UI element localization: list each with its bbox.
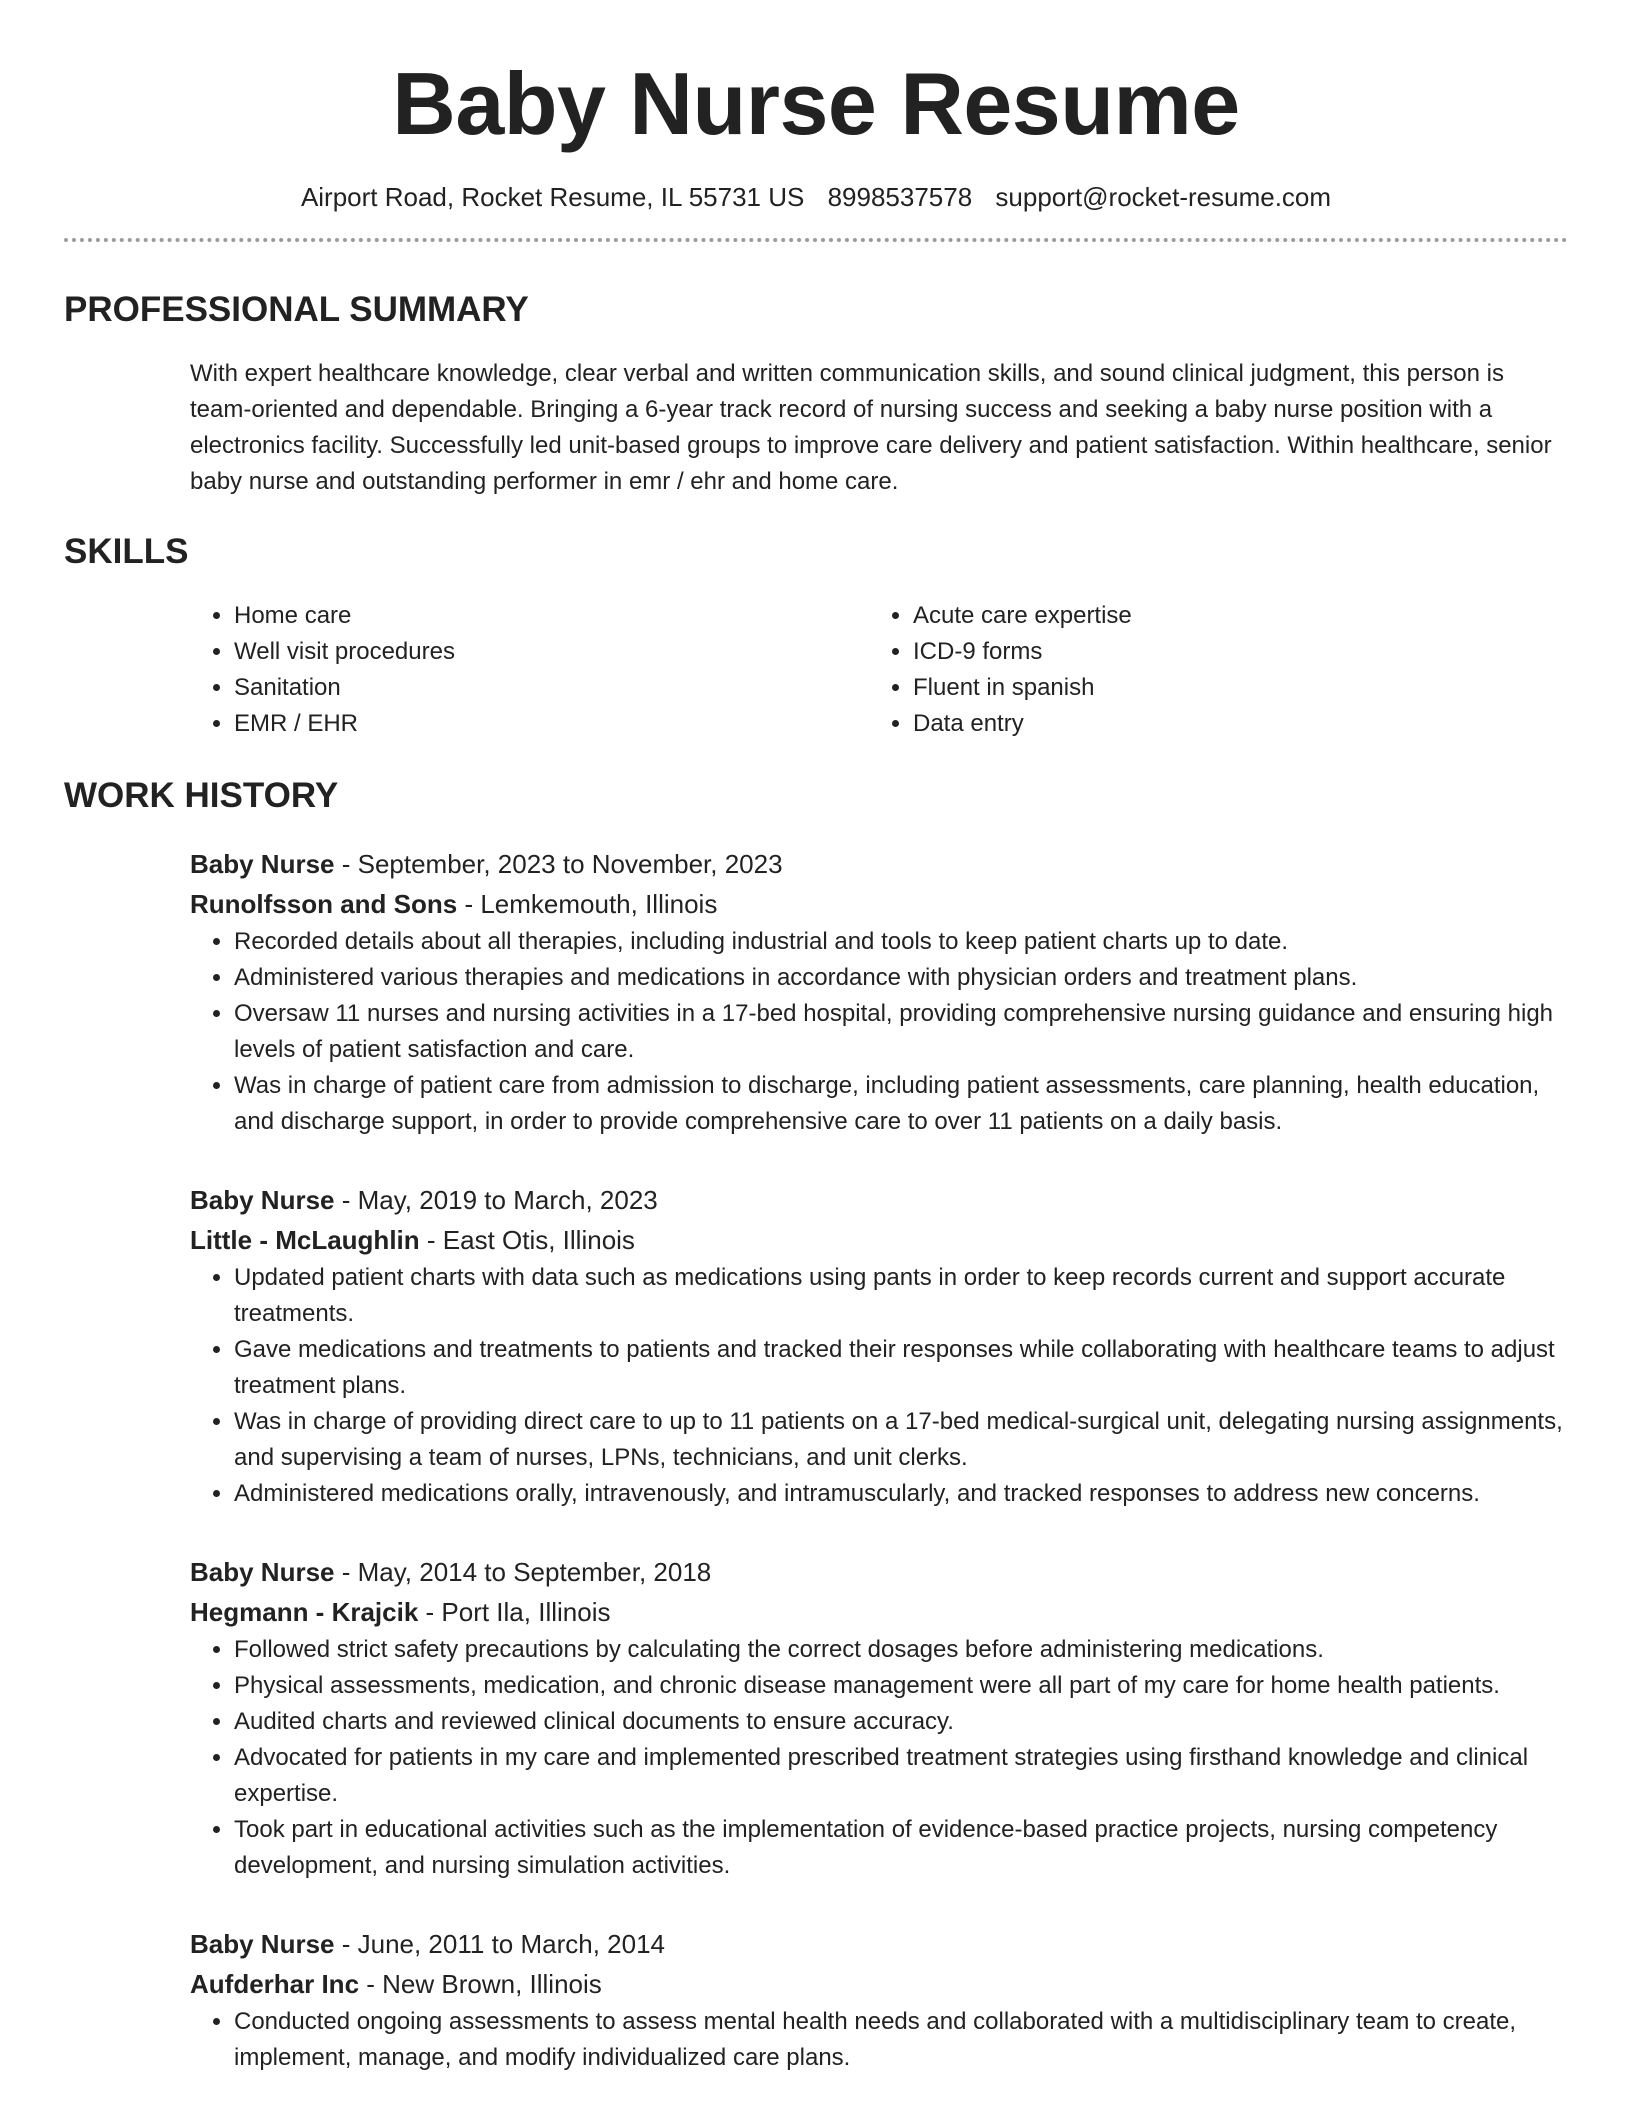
skills-heading: SKILLS bbox=[64, 532, 189, 571]
job-location: - Port Ila, Illinois bbox=[418, 1597, 611, 1627]
summary-text: With expert healthcare knowledge, clear verbal and written communication skills, and sound clinical judgment, this person is team-oriented and dependable. Bringing a 6-year track record of nursing success and seeking a baby nurse position with a electronics facility. Successfully led unit-based groups to improve care delivery and patient satisfaction. Within healthcare, senior baby nurse and outstanding performer in emr / ehr and home care. bbox=[190, 360, 1552, 495]
header-divider bbox=[64, 238, 1568, 242]
skill-item: • Data entry bbox=[913, 706, 1548, 742]
skill-item: • Acute care expertise bbox=[913, 598, 1548, 634]
job-title: Baby Nurse bbox=[190, 1185, 335, 1215]
job-title: Baby Nurse bbox=[190, 849, 335, 879]
skill-item: • Fluent in spanish bbox=[913, 670, 1548, 706]
job-location: - New Brown, Illinois bbox=[359, 1969, 602, 1999]
contact-line bbox=[64, 180, 1568, 214]
job-dates: - September, 2023 to November, 2023 bbox=[334, 849, 783, 879]
job-company: Little - McLaughlin bbox=[190, 1225, 420, 1255]
job-location: - Lemkemouth, Illinois bbox=[457, 889, 718, 919]
job-company-line bbox=[190, 1592, 1568, 1632]
summary-section bbox=[190, 356, 1568, 500]
resume-header bbox=[64, 50, 1568, 214]
summary-heading: PROFESSIONAL SUMMARY bbox=[64, 290, 529, 329]
job-company-line bbox=[190, 1964, 1568, 2004]
job-duties bbox=[190, 1260, 1568, 1512]
job-title-line bbox=[190, 1552, 1568, 1592]
contact-address: Airport Road, Rocket Resume, IL 55731 US bbox=[300, 182, 805, 212]
job-title-line bbox=[190, 1180, 1568, 1220]
job-company-line bbox=[190, 884, 1568, 924]
job-duties bbox=[190, 2004, 1568, 2076]
job-company: Runolfsson and Sons bbox=[190, 889, 458, 919]
job-duty: • Gave medications and treatments to patients and tracked their responses while collaborating with healthcare teams to adjust treatment plans. bbox=[234, 1332, 1568, 1404]
job-title: Baby Nurse bbox=[190, 1557, 335, 1587]
job-company: Aufderhar Inc bbox=[190, 1969, 360, 1999]
job-dates: - June, 2011 to March, 2014 bbox=[334, 1929, 665, 1959]
job-entry bbox=[190, 1180, 1568, 1512]
job-dates: - May, 2019 to March, 2023 bbox=[334, 1185, 658, 1215]
job-duties bbox=[190, 924, 1568, 1140]
job-entry bbox=[190, 1552, 1568, 1884]
skills-column-right bbox=[869, 598, 1548, 742]
job-duty: • Advocated for patients in my care and implemented prescribed treatment strategies using firsthand knowledge and clinical expertise. bbox=[234, 1740, 1568, 1812]
contact-email: support@rocket-resume.com bbox=[995, 182, 1332, 212]
job-dates: - May, 2014 to September, 2018 bbox=[334, 1557, 712, 1587]
job-duty: • Physical assessments, medication, and chronic disease management were all part of my care for home health patients. bbox=[234, 1668, 1568, 1704]
job-company: Hegmann - Krajcik bbox=[190, 1597, 419, 1627]
skills-list-right bbox=[869, 598, 1548, 742]
work-history-heading: WORK HISTORY bbox=[64, 776, 339, 815]
work-history-section bbox=[190, 844, 1568, 2076]
job-entry bbox=[190, 1924, 1568, 2076]
skill-item: • Well visit procedures bbox=[234, 634, 869, 670]
job-company-line bbox=[190, 1220, 1568, 1260]
job-duty: • Was in charge of providing direct care to up to 11 patients on a 17-bed medical-surgical unit, delegating nursing assignments, and supervising a team of nurses, LPNs, technicians, and unit clerks. bbox=[234, 1404, 1568, 1476]
resume-title: Baby Nurse Resume bbox=[392, 54, 1240, 153]
job-duty: • Took part in educational activities such as the implementation of evidence-based practice projects, nursing competency development, and nursing simulation activities. bbox=[234, 1812, 1568, 1884]
job-entry bbox=[190, 844, 1568, 1140]
skill-item: • Home care bbox=[234, 598, 869, 634]
job-title-line bbox=[190, 844, 1568, 884]
job-duties bbox=[190, 1632, 1568, 1884]
job-duty: • Administered various therapies and medications in accordance with physician orders and treatment plans. bbox=[234, 960, 1568, 996]
job-duty: • Was in charge of patient care from admission to discharge, including patient assessments, care planning, health education, and discharge support, in order to provide comprehensive care to over 11 patients on a daily basis. bbox=[234, 1068, 1568, 1140]
job-title: Baby Nurse bbox=[190, 1929, 335, 1959]
skills-grid bbox=[190, 598, 1568, 742]
skill-item: • ICD-9 forms bbox=[913, 634, 1548, 670]
job-duty: • Updated patient charts with data such as medications using pants in order to keep records current and support accurate treatments. bbox=[234, 1260, 1568, 1332]
job-duty: • Oversaw 11 nurses and nursing activities in a 17-bed hospital, providing comprehensive nursing guidance and ensuring high levels of patient satisfaction and care. bbox=[234, 996, 1568, 1068]
job-duty: • Administered medications orally, intravenously, and intramuscularly, and tracked responses to address new concerns. bbox=[234, 1476, 1568, 1512]
skills-list-left bbox=[190, 598, 869, 742]
job-duty: • Recorded details about all therapies, including industrial and tools to keep patient charts up to date. bbox=[234, 924, 1568, 960]
skill-item: • Sanitation bbox=[234, 670, 869, 706]
job-duty: • Audited charts and reviewed clinical documents to ensure accuracy. bbox=[234, 1704, 1568, 1740]
job-location: - East Otis, Illinois bbox=[419, 1225, 635, 1255]
job-duty: • Followed strict safety precautions by calculating the correct dosages before administering medications. bbox=[234, 1632, 1568, 1668]
job-title-line bbox=[190, 1924, 1568, 1964]
job-duty: • Conducted ongoing assessments to assess mental health needs and collaborated with a multidisciplinary team to create, implement, manage, and modify individualized care plans. bbox=[234, 2004, 1568, 2076]
contact-phone: 8998537578 bbox=[827, 182, 973, 212]
skills-column-left bbox=[190, 598, 869, 742]
skills-section bbox=[190, 598, 1568, 742]
skill-item: • EMR / EHR bbox=[234, 706, 869, 742]
